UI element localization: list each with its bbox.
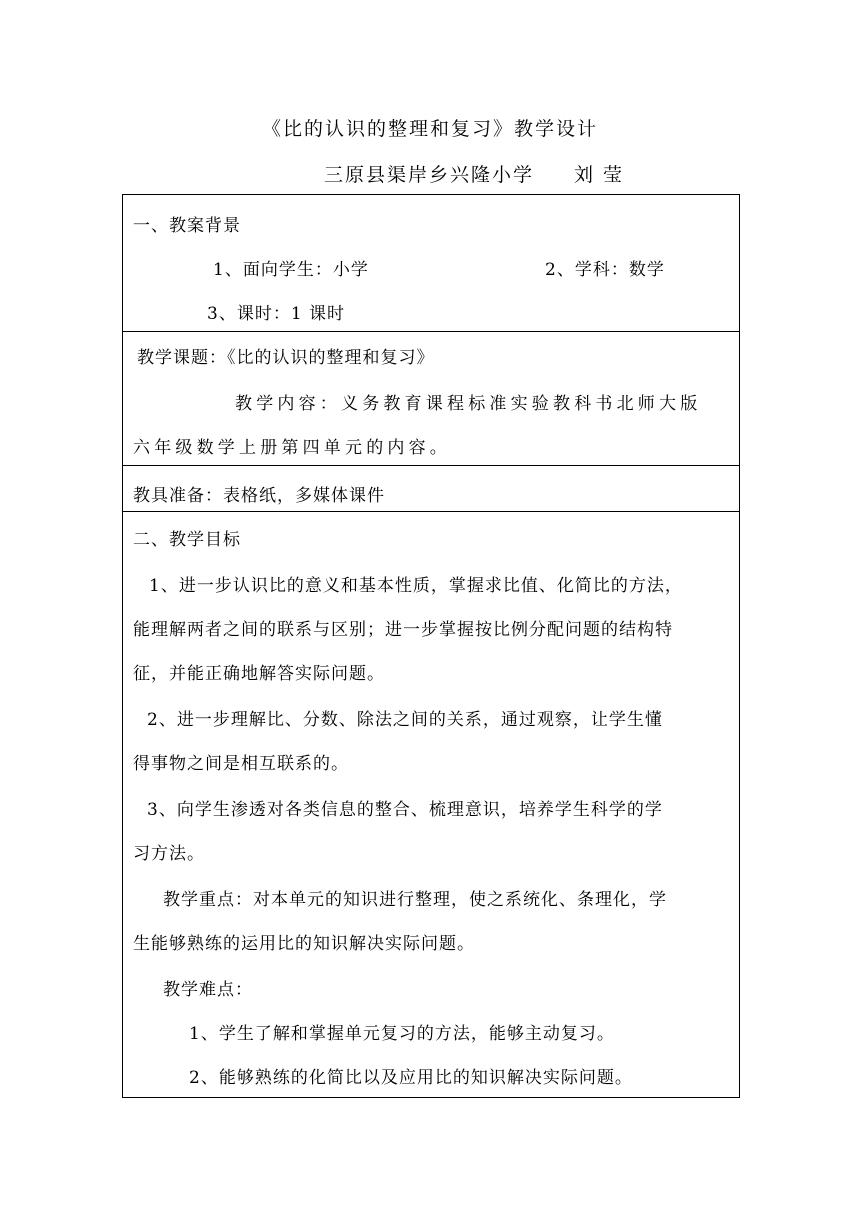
goals-heading: 二、教学目标 xyxy=(133,530,241,550)
key-point-line1: 教学重点：对本单元的知识进行整理，使之系统化、条理化，学 xyxy=(163,890,667,910)
teaching-tools: 教具准备：表格纸，多媒体课件 xyxy=(133,486,385,506)
document-title: 《比的认识的整理和复习》教学设计 xyxy=(261,118,598,140)
difficulty-item-2: 2、能够熟练的化简比以及应用比的知识解决实际问题。 xyxy=(189,1068,633,1088)
lesson-plan-table xyxy=(122,194,740,1098)
lesson-content-line1: 教学内容：义务教育课程标准实验教科书北师大版 xyxy=(235,394,702,414)
duration-field: 3、课时：1 课时 xyxy=(207,304,346,324)
row-divider xyxy=(123,511,739,512)
goal3-line2: 习方法。 xyxy=(133,844,205,864)
background-heading: 一、教案背景 xyxy=(133,216,241,236)
row-divider xyxy=(123,331,739,332)
goal2-line2: 得事物之间是相互联系的。 xyxy=(133,754,349,774)
lesson-topic: 教学课题：《比的认识的整理和复习》 xyxy=(137,348,435,368)
key-point-line2: 生能够熟练的运用比的知识解决实际问题。 xyxy=(133,934,475,954)
goal2-line1: 2、进一步理解比、分数、除法之间的关系，通过观察，让学生懂 xyxy=(147,710,663,730)
goal3-line1: 3、向学生渗透对各类信息的整合、梳理意识，培养学生科学的学 xyxy=(147,800,663,820)
audience-field: 1、面向学生：小学 xyxy=(213,260,369,280)
lesson-content-line2: 六年级数学上册第四单元的内容。 xyxy=(133,438,451,458)
goal1-line3: 征，并能正确地解答实际问题。 xyxy=(133,664,385,684)
author-line xyxy=(324,160,624,187)
difficulty-heading: 教学难点： xyxy=(163,980,253,1000)
goal1-line1: 1、进一步认识比的意义和基本性质，掌握求比值、化简比的方法， xyxy=(149,576,683,596)
row-divider xyxy=(123,465,739,466)
goal1-line2: 能理解两者之间的联系与区别；进一步掌握按比例分配问题的结构特 xyxy=(133,620,673,640)
difficulty-item-1: 1、学生了解和掌握单元复习的方法，能够主动复习。 xyxy=(189,1024,615,1044)
subject-field: 2、学科：数学 xyxy=(545,260,665,280)
author-name: 刘 莹 xyxy=(574,164,625,186)
author-school: 三原县渠岸乡兴隆小学 xyxy=(324,164,535,186)
